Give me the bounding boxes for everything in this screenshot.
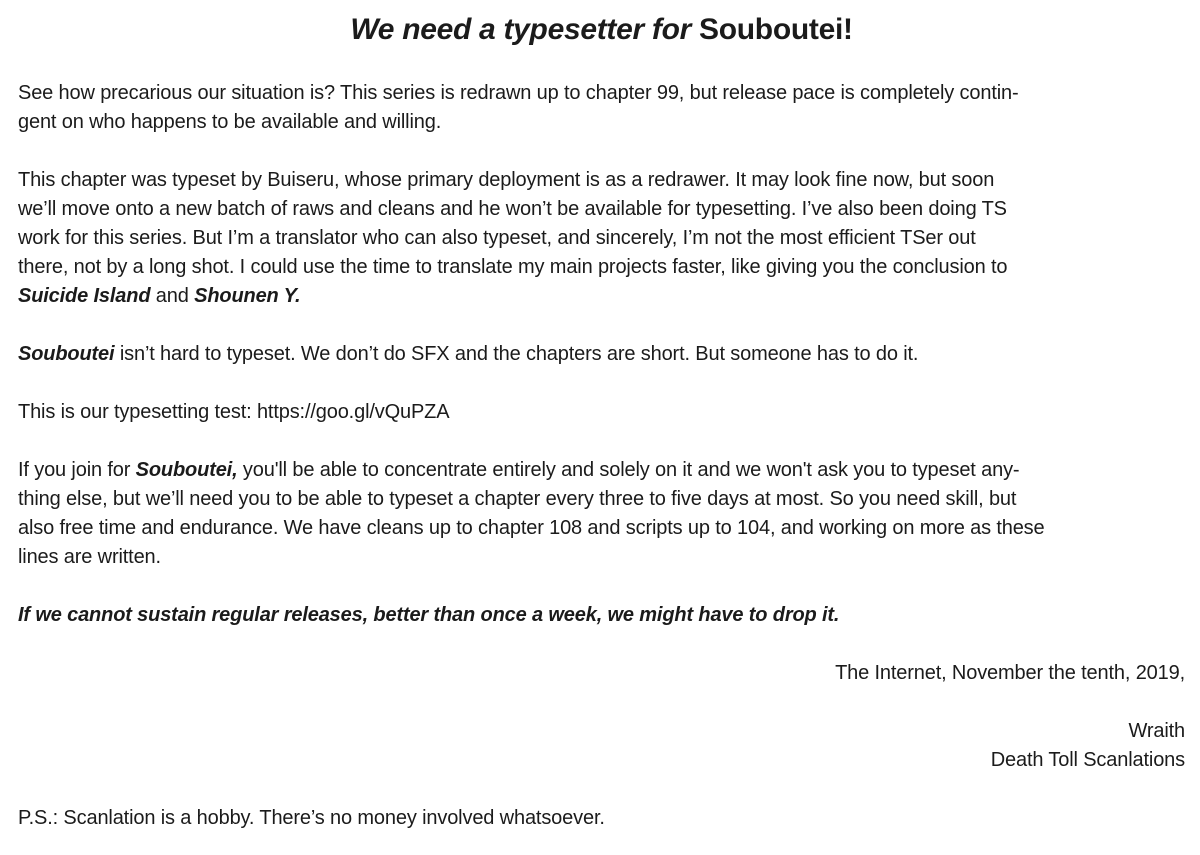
signoff-signature [18,717,1185,775]
dateline-text: The Internet, November the tenth, 2019, [835,662,1185,684]
text-segment: If you join for [18,459,136,481]
text-line: work for this series. But I’m a translator who can also typeset, and sincerely, I’m not the most efficient TSer out [18,227,976,249]
paragraph-drop-warning [18,601,1185,630]
text-line: there, not by a long shot. I could use the time to translate my main projects faster, like giving you the conclusion to [18,256,1008,278]
paragraph-not-hard [18,340,1185,369]
series-title-suicide-island: Suicide Island [18,285,151,307]
text-segment: you'll be able to concentrate entirely and solely on it and we won't ask you to typeset any- [237,459,1020,481]
postscript-line: P.S.: Scanlation is a hobby. There’s no money involved whatsoever. [18,807,605,829]
series-title-shounen-y: Shounen Y. [194,285,301,307]
text-line: we’ll move onto a new batch of raws and cleans and he won’t be available for typesetting. I’ve also been doing TS [18,198,1007,220]
warning-line: If we cannot sustain regular releases, better than once a week, we might have to drop it. [18,604,840,626]
signoff-name: Wraith [1128,720,1185,742]
paragraph-situation [18,79,1185,137]
signoff-group: Death Toll Scanlations [990,749,1185,771]
text-line [18,282,1185,311]
text-line [18,340,1185,369]
text-line: gent on who happens to be available and willing. [18,111,442,133]
text-line: lines are written. [18,546,161,568]
text-line [18,456,1185,485]
typesetting-test-line: This is our typesetting test: https://goo.gl/vQuPZA [18,401,450,423]
text-line: This chapter was typeset by Buiseru, whose primary deployment is as a redrawer. It may look fine now, but soon [18,169,995,191]
text-segment: isn’t hard to typeset. We don’t do SFX and the chapters are short. But someone has to do it. [114,343,919,365]
title-series-name: Souboutei! [699,13,853,46]
series-title-souboutei: Souboutei, [135,459,238,481]
signoff-dateline [18,659,1185,688]
paragraph-typesetting-test [18,398,1185,427]
text-line: See how precarious our situation is? This series is redrawn up to chapter 99, but release pace is completely contin- [18,82,1019,104]
text-line: thing else, but we’ll need you to be able to typeset a chapter every three to five days at most. So you need skill, but [18,488,1017,510]
series-title-souboutei: Souboutei [18,343,115,365]
recruitment-notice-page [0,10,1200,855]
paragraph-chapter-typeset [18,166,1185,311]
text-line: also free time and endurance. We have cleans up to chapter 108 and scripts up to 104, and working on more as these [18,517,1045,539]
page-title [18,10,1185,50]
postscript [18,804,1185,833]
text-segment: and [150,285,195,307]
title-italic-part: We need a typesetter for [350,13,700,46]
paragraph-join-conditions [18,456,1185,572]
